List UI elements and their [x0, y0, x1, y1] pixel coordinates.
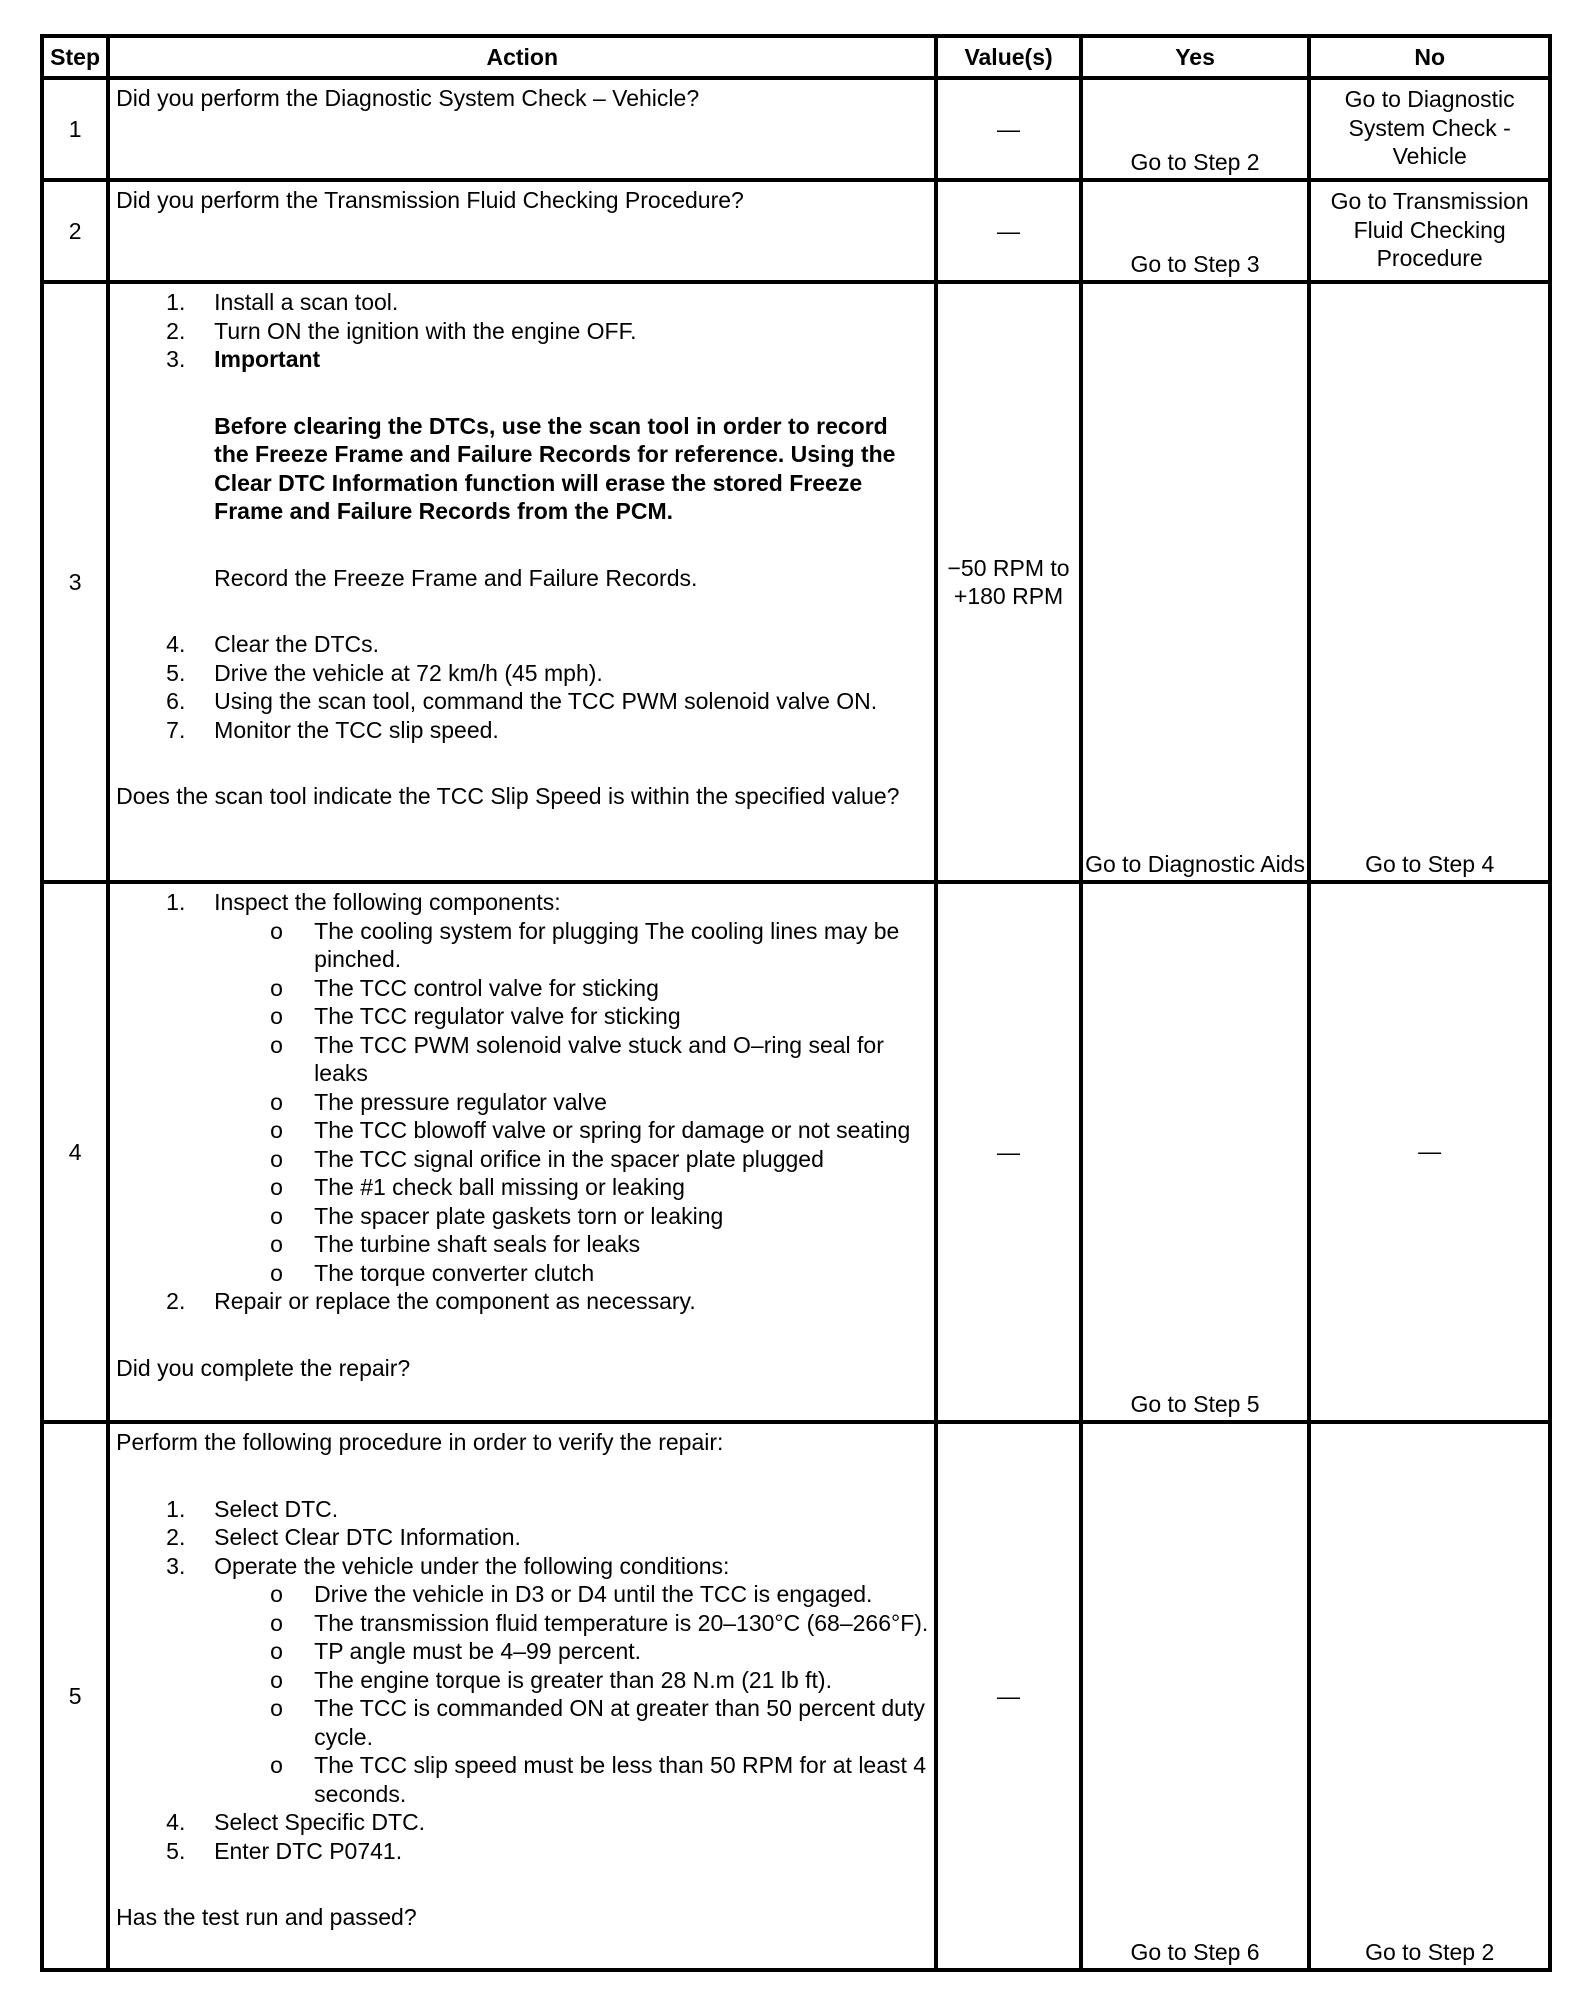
question-text: Has the test run and passed?	[116, 1904, 417, 1930]
yes-cell: Go to Diagnostic Aids	[1081, 282, 1310, 882]
no-cell: Go to Step 4	[1309, 282, 1550, 882]
header-row	[42, 36, 1550, 78]
list-item: o The pressure regulator valve	[270, 1088, 607, 1115]
list-item: o The engine torque is greater than 28 N.m (21 lb ft).	[270, 1666, 832, 1693]
conditions-list	[116, 1580, 928, 1808]
action-cell	[108, 282, 936, 882]
action-cell	[108, 1422, 936, 1970]
step-number: 5	[42, 1422, 108, 1970]
no-cell: Go to Transmission Fluid Checking Procedure	[1309, 180, 1550, 282]
header-values: Value(s)	[936, 36, 1080, 78]
step-number: 3	[42, 282, 108, 882]
step-number: 2	[42, 180, 108, 282]
record-text: Record the Freeze Frame and Failure Records.	[214, 564, 698, 591]
question-text: Did you perform the Diagnostic System Check – Vehicle?	[116, 85, 700, 111]
question-text: Did you complete the repair?	[116, 1354, 411, 1381]
yes-cell: Go to Step 6	[1081, 1422, 1310, 1970]
list-item: 3. Operate the vehicle under the following conditions:	[166, 1552, 730, 1579]
step3-list-b	[116, 630, 928, 744]
list-item: o The TCC signal orifice in the spacer plate plugged	[270, 1145, 824, 1172]
list-item: o The #1 check ball missing or leaking	[270, 1174, 685, 1200]
list-item: 4. Clear the DTCs.	[166, 631, 380, 657]
important-text: Before clearing the DTCs, use the scan tool in order to record the Freeze Frame and Failure Records for reference. Using the Clear DTC Information function will erase the stored Freeze Frame and Failure Records from the PCM.	[214, 412, 896, 524]
value-cell: —	[936, 1422, 1080, 1970]
yes-cell: Go to Step 5	[1081, 882, 1310, 1422]
list-item: o The turbine shaft seals for leaks	[270, 1231, 641, 1257]
important-label: Important	[214, 346, 321, 372]
list-item: o The TCC regulator valve for sticking	[270, 1003, 681, 1029]
list-item: o TP angle must be 4–99 percent.	[270, 1638, 642, 1664]
header-action: Action	[108, 36, 936, 78]
list-item: 1. Select DTC.	[166, 1495, 339, 1522]
list-item: o The torque converter clutch	[270, 1259, 595, 1286]
action-cell	[108, 882, 936, 1422]
list-item: o The TCC is commanded ON at greater than 50 percent duty cycle.	[270, 1695, 925, 1750]
no-cell: Go to Step 2	[1309, 1422, 1550, 1970]
list-item: 7. Monitor the TCC slip speed.	[166, 716, 499, 743]
value-cell: —	[936, 78, 1080, 180]
list-item: 6. Using the scan tool, command the TCC PWM solenoid valve ON.	[166, 688, 878, 714]
action-cell	[108, 180, 936, 282]
list-item: o The TCC PWM solenoid valve stuck and O–ring seal for leaks	[270, 1031, 884, 1086]
list-item: o The cooling system for plugging The cooling lines may be pinched.	[270, 917, 900, 972]
list-item: 5. Enter DTC P0741.	[166, 1837, 403, 1864]
list-item: o The TCC slip speed must be less than 50 RPM for at least 4 seconds.	[270, 1752, 927, 1807]
list-item: 1. Inspect the following components:	[166, 889, 561, 915]
table-row	[42, 282, 1550, 882]
question-text: Does the scan tool indicate the TCC Slip Speed is within the specified value?	[116, 783, 900, 809]
list-item: 2. Repair or replace the component as necessary.	[166, 1288, 696, 1314]
list-item: o Drive the vehicle in D3 or D4 until the TCC is engaged.	[270, 1581, 873, 1607]
list-item: 4. Select Specific DTC.	[166, 1809, 426, 1835]
list-item: o The TCC control valve for sticking	[270, 974, 659, 1001]
list-item: 3. Important	[166, 346, 321, 372]
list-item: o The spacer plate gaskets torn or leaking	[270, 1202, 724, 1229]
intro-text: Perform the following procedure in order to verify the repair:	[116, 1429, 724, 1455]
header-no: No	[1309, 36, 1550, 78]
table-row	[42, 882, 1550, 1422]
header-yes: Yes	[1081, 36, 1310, 78]
step-number: 1	[42, 78, 108, 180]
table-row	[42, 78, 1550, 180]
list-item: 5. Drive the vehicle at 72 km/h (45 mph).	[166, 659, 603, 686]
step-number: 4	[42, 882, 108, 1422]
step3-list-a	[116, 288, 928, 374]
diagnostic-table	[40, 34, 1552, 1972]
list-item: o The transmission fluid temperature is 20–130°C (68–266°F).	[270, 1609, 929, 1636]
table-row	[42, 1422, 1550, 1970]
list-item: 1. Install a scan tool.	[166, 289, 399, 315]
components-list	[116, 917, 928, 1288]
question-text: Did you perform the Transmission Fluid Checking Procedure?	[116, 187, 744, 213]
no-cell: —	[1309, 882, 1550, 1422]
table-row	[42, 180, 1550, 282]
list-item: 2. Turn ON the ignition with the engine OFF.	[166, 317, 637, 344]
no-cell: Go to Diagnostic System Check - Vehicle	[1309, 78, 1550, 180]
yes-cell: Go to Step 3	[1081, 180, 1310, 282]
value-cell: −50 RPM to +180 RPM	[936, 282, 1080, 882]
header-step: Step	[42, 36, 108, 78]
action-cell	[108, 78, 936, 180]
list-item: o The TCC blowoff valve or spring for damage or not seating	[270, 1117, 911, 1143]
list-item: 2. Select Clear DTC Information.	[166, 1524, 521, 1550]
yes-cell: Go to Step 2	[1081, 78, 1310, 180]
value-cell: —	[936, 180, 1080, 282]
value-cell: —	[936, 882, 1080, 1422]
